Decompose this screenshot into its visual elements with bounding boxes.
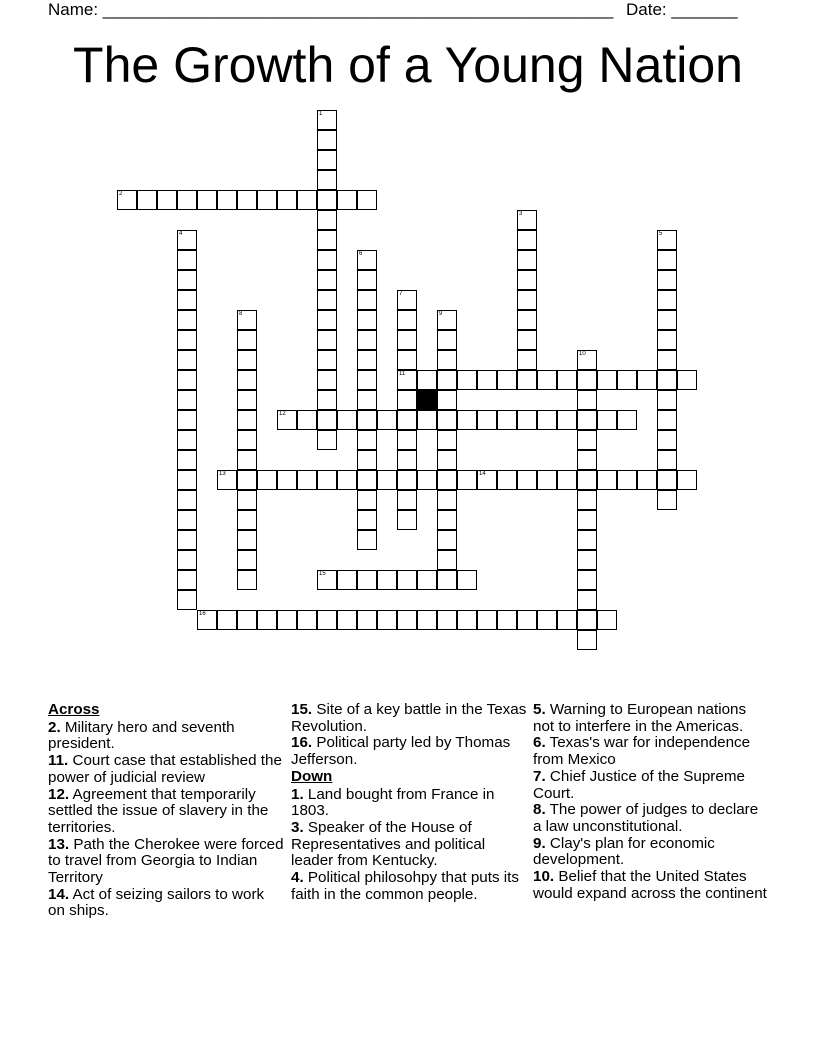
crossword-cell[interactable] (577, 590, 597, 610)
clue-column-2 (291, 702, 527, 903)
crossword-cell[interactable] (177, 590, 197, 610)
crossword-cell[interactable] (577, 470, 597, 490)
crossword-cell[interactable] (197, 610, 217, 630)
crossword-cell[interactable] (477, 370, 497, 390)
crossword-cell[interactable] (437, 490, 457, 510)
crossword-cell[interactable] (397, 570, 417, 590)
crossword-cell[interactable] (257, 470, 277, 490)
crossword-cell[interactable] (317, 130, 337, 150)
crossword-cell[interactable] (377, 470, 397, 490)
crossword-cell[interactable] (337, 190, 357, 210)
down-clue-9 (533, 836, 769, 869)
crossword-cell[interactable] (657, 390, 677, 410)
crossword-cell[interactable] (677, 470, 697, 490)
clue-text: Warning to European nations not to interfere in the Americas. (533, 701, 747, 735)
crossword-cell[interactable] (237, 510, 257, 530)
crossword-cell[interactable] (397, 450, 417, 470)
crossword-cell[interactable] (577, 390, 597, 410)
clue-number: 15. (291, 701, 313, 718)
clue-text: Clay's plan for economic development. (533, 834, 715, 869)
crossword-cell[interactable] (497, 370, 517, 390)
down-clue-10 (533, 869, 769, 902)
crossword-cell[interactable] (417, 410, 437, 430)
down-clue-3 (291, 820, 527, 870)
crossword-cell[interactable] (317, 210, 337, 230)
crossword-cell[interactable] (397, 370, 417, 390)
crossword-cell[interactable] (397, 410, 417, 430)
cell-number: 12 (279, 411, 286, 417)
crossword-cell[interactable] (477, 470, 497, 490)
crossword-cell[interactable] (237, 530, 257, 550)
across-clue-13 (48, 837, 284, 887)
crossword-cell[interactable] (657, 290, 677, 310)
crossword-cell[interactable] (277, 190, 297, 210)
crossword-cell[interactable] (337, 610, 357, 630)
crossword-cell[interactable] (357, 610, 377, 630)
crossword-cell[interactable] (317, 310, 337, 330)
crossword-cell[interactable] (537, 470, 557, 490)
cell-number: 3 (519, 211, 523, 217)
crossword-cell[interactable] (657, 450, 677, 470)
crossword-cell[interactable] (357, 370, 377, 390)
clue-text: Speaker of the House of Representatives and political leader from Kentucky. (291, 818, 486, 870)
cell-number: 2 (119, 191, 123, 197)
crossword-cell[interactable] (637, 370, 657, 390)
crossword-cell[interactable] (237, 430, 257, 450)
crossword-cell[interactable] (437, 570, 457, 590)
crossword-cell[interactable] (357, 430, 377, 450)
crossword-cell[interactable] (237, 550, 257, 570)
crossword-cell[interactable] (177, 390, 197, 410)
crossword-cell[interactable] (397, 350, 417, 370)
crossword-cell[interactable] (437, 550, 457, 570)
crossword-cell[interactable] (197, 190, 217, 210)
crossword-cell[interactable] (417, 570, 437, 590)
crossword-cell[interactable] (357, 510, 377, 530)
crossword-cell[interactable] (357, 410, 377, 430)
crossword-cell[interactable] (177, 550, 197, 570)
crossword-cell[interactable] (317, 150, 337, 170)
crossword-cell[interactable] (497, 410, 517, 430)
crossword-cell[interactable] (597, 610, 617, 630)
crossword-cell[interactable] (257, 190, 277, 210)
crossword-cell[interactable] (177, 350, 197, 370)
crossword-cell[interactable] (437, 530, 457, 550)
clue-text: The power of judges to declare a law unconstitutional. (533, 801, 759, 835)
crossword-cell[interactable] (357, 530, 377, 550)
crossword-cell[interactable] (577, 370, 597, 390)
clue-text: Land bought from France in 1803. (291, 785, 495, 820)
crossword-cell[interactable] (297, 610, 317, 630)
crossword-cell[interactable] (337, 570, 357, 590)
across-clue-2 (48, 720, 284, 753)
down-clue-5 (533, 702, 769, 735)
crossword-cell[interactable] (437, 390, 457, 410)
crossword-cell[interactable] (517, 210, 537, 230)
crossword-cell[interactable] (597, 470, 617, 490)
crossword-cell[interactable] (277, 470, 297, 490)
across-clue-11 (48, 753, 284, 786)
crossword-cell[interactable] (317, 610, 337, 630)
crossword-cell[interactable] (317, 170, 337, 190)
crossword-cell[interactable] (317, 470, 337, 490)
crossword-cell[interactable] (517, 310, 537, 330)
crossword-cell[interactable] (537, 610, 557, 630)
crossword-cell[interactable] (557, 610, 577, 630)
crossword-cell[interactable] (417, 610, 437, 630)
across-clue-15 (291, 702, 527, 735)
crossword-cell[interactable] (317, 390, 337, 410)
crossword-cell[interactable] (477, 610, 497, 630)
crossword-cell[interactable] (177, 190, 197, 210)
cell-number: 11 (399, 371, 406, 377)
crossword-cell[interactable] (357, 350, 377, 370)
crossword-cell[interactable] (517, 470, 537, 490)
crossword-cell[interactable] (657, 250, 677, 270)
crossword-cell[interactable] (397, 470, 417, 490)
crossword-cell[interactable] (237, 450, 257, 470)
crossword-cell[interactable] (497, 470, 517, 490)
cell-number: 16 (199, 611, 206, 617)
crossword-cell[interactable] (577, 430, 597, 450)
crossword-cell[interactable] (357, 470, 377, 490)
crossword-cell[interactable] (517, 410, 537, 430)
crossword-cell[interactable] (177, 270, 197, 290)
crossword-cell[interactable] (397, 290, 417, 310)
crossword-cell[interactable] (657, 310, 677, 330)
down-clue-7 (533, 769, 769, 802)
crossword-cell[interactable] (317, 190, 337, 210)
clue-number: 13. (48, 835, 70, 853)
crossword-cell[interactable] (657, 270, 677, 290)
crossword-cell[interactable] (577, 410, 597, 430)
crossword-cell[interactable] (657, 370, 677, 390)
crossword-cell[interactable] (457, 370, 477, 390)
crossword-cell[interactable] (217, 610, 237, 630)
crossword-cell[interactable] (397, 510, 417, 530)
clue-text: Site of a key battle in the Texas Revolution. (291, 701, 527, 735)
crossword-cell[interactable] (457, 410, 477, 430)
clue-text: Agreement that temporarily settled the issue of slavery in the territories. (48, 785, 269, 836)
crossword-cell[interactable] (317, 290, 337, 310)
crossword-cell[interactable] (537, 410, 557, 430)
crossword-cell[interactable] (657, 350, 677, 370)
crossword-cell[interactable] (437, 430, 457, 450)
crossword-cell[interactable] (337, 410, 357, 430)
clue-text: Belief that the United States would expand across the continent (533, 868, 767, 902)
cell-number: 1 (319, 111, 323, 117)
across-clue-12 (48, 787, 284, 837)
crossword-cell[interactable] (577, 550, 597, 570)
crossword-cell[interactable] (237, 410, 257, 430)
crossword-cell[interactable] (417, 370, 437, 390)
clue-text: Political party led by Thomas Jefferson. (291, 734, 511, 769)
crossword-cell[interactable] (577, 570, 597, 590)
crossword-cell[interactable] (377, 610, 397, 630)
down-clue-6 (533, 735, 769, 768)
down-clue-8 (533, 802, 769, 835)
crossword-cell[interactable] (237, 310, 257, 330)
crossword-cell[interactable] (517, 610, 537, 630)
crossword-cell[interactable] (317, 330, 337, 350)
crossword-cell[interactable] (297, 470, 317, 490)
crossword-cell[interactable] (177, 430, 197, 450)
cell-number: 13 (219, 471, 226, 477)
crossword-cell[interactable] (237, 570, 257, 590)
crossword-cell[interactable] (317, 430, 337, 450)
down-clue-4 (291, 870, 527, 903)
crossword-cell[interactable] (517, 330, 537, 350)
crossword-cell[interactable] (517, 290, 537, 310)
crossword-cell[interactable] (337, 470, 357, 490)
clue-text: Military hero and seventh president. (48, 718, 235, 753)
crossword-cell[interactable] (437, 450, 457, 470)
crossword-cell[interactable] (577, 530, 597, 550)
crossword-cell[interactable] (457, 470, 477, 490)
down-clue-1 (291, 787, 527, 820)
crossword-cell[interactable] (177, 290, 197, 310)
crossword-cell[interactable] (597, 370, 617, 390)
crossword-cell[interactable] (297, 410, 317, 430)
crossword-cell[interactable] (397, 610, 417, 630)
crossword-cell[interactable] (617, 410, 637, 430)
crossword-cell[interactable] (357, 310, 377, 330)
crossword-cell[interactable] (437, 510, 457, 530)
crossword-cell[interactable] (177, 470, 197, 490)
crossword-cell[interactable] (177, 410, 197, 430)
name-field[interactable]: Name: ______________________________________________________ (48, 0, 614, 19)
crossword-cell[interactable] (357, 570, 377, 590)
crossword-cell[interactable] (317, 370, 337, 390)
crossword-cell[interactable] (417, 470, 437, 490)
crossword-cell[interactable] (357, 190, 377, 210)
crossword-cell[interactable] (597, 410, 617, 430)
crossword-cell[interactable] (437, 330, 457, 350)
crossword-cell[interactable] (657, 490, 677, 510)
cell-number: 10 (579, 351, 586, 357)
page-title: The Growth of a Young Nation (73, 37, 743, 93)
crossword-cell[interactable] (437, 410, 457, 430)
crossword-cell[interactable] (437, 310, 457, 330)
clue-text: Court case that established the power of judicial review (48, 752, 282, 786)
crossword-cell[interactable] (177, 250, 197, 270)
crossword-cell[interactable] (357, 330, 377, 350)
crossword-cell[interactable] (177, 450, 197, 470)
clue-number: 7. (533, 767, 546, 785)
clue-number: 5. (533, 701, 546, 718)
crossword-cell[interactable] (357, 450, 377, 470)
crossword-cell[interactable] (657, 470, 677, 490)
crossword-cell[interactable] (577, 350, 597, 370)
crossword-cell[interactable] (557, 470, 577, 490)
crossword-cell[interactable] (397, 390, 417, 410)
crossword-cell[interactable] (177, 490, 197, 510)
crossword-cell[interactable] (237, 490, 257, 510)
cell-number: 6 (359, 251, 363, 257)
crossword-cell[interactable] (457, 610, 477, 630)
cell-number: 14 (479, 471, 486, 477)
crossword-cell[interactable] (637, 470, 657, 490)
crossword-cell[interactable] (237, 190, 257, 210)
crossword-cell[interactable] (377, 570, 397, 590)
crossword-cell[interactable] (357, 490, 377, 510)
cell-number: 9 (439, 311, 443, 317)
crossword-cell[interactable] (577, 610, 597, 630)
crossword-cell[interactable] (317, 230, 337, 250)
crossword-cell[interactable] (397, 310, 417, 330)
clue-number: 14. (48, 885, 70, 903)
crossword-cell[interactable] (177, 310, 197, 330)
cell-number: 8 (239, 311, 243, 317)
crossword-cell[interactable] (497, 610, 517, 630)
crossword-cell[interactable] (317, 410, 337, 430)
crossword-cell[interactable] (177, 510, 197, 530)
crossword-cell[interactable] (357, 290, 377, 310)
clue-column-1 (48, 702, 284, 920)
crossword-cell[interactable] (357, 250, 377, 270)
clue-number: 8. (533, 801, 546, 819)
clue-number: 2. (48, 718, 61, 736)
crossword-cell[interactable] (537, 370, 557, 390)
clue-text: Act of seizing sailors to work on ships. (48, 885, 265, 920)
crossword-cell[interactable] (517, 230, 537, 250)
crossword-cell[interactable] (317, 270, 337, 290)
across-clue-16 (291, 735, 527, 768)
crossword-cell[interactable] (557, 410, 577, 430)
clue-number: 1. (291, 785, 304, 803)
crossword-cell[interactable] (237, 370, 257, 390)
crossword-cell[interactable] (177, 570, 197, 590)
crossword-cell[interactable] (437, 350, 457, 370)
crossword-cell[interactable] (357, 390, 377, 410)
crossword-cell[interactable] (177, 330, 197, 350)
clue-number: 3. (291, 818, 304, 836)
crossword-cell[interactable] (577, 630, 597, 650)
clue-column-3 (533, 702, 769, 902)
clue-number: 6. (533, 734, 546, 752)
crossword-cell[interactable] (577, 490, 597, 510)
crossword-cell[interactable] (317, 570, 337, 590)
crossword-cell[interactable] (237, 610, 257, 630)
clue-number: 10. (533, 868, 555, 886)
crossword-cell[interactable] (517, 270, 537, 290)
crossword-cell[interactable] (137, 190, 157, 210)
crossword-cell[interactable] (237, 390, 257, 410)
crossword-cell[interactable] (517, 370, 537, 390)
crossword-cell[interactable] (177, 370, 197, 390)
crossword-cell[interactable] (317, 350, 337, 370)
across-clue-14 (48, 887, 284, 920)
crossword-cell[interactable] (397, 330, 417, 350)
black-cell (417, 390, 437, 410)
crossword-cell[interactable] (477, 410, 497, 430)
crossword-cell[interactable] (557, 370, 577, 390)
date-field[interactable]: Date: _______ (626, 0, 738, 19)
clue-number: 4. (291, 869, 304, 887)
cell-number: 4 (179, 231, 183, 237)
crossword-cell[interactable] (397, 430, 417, 450)
crossword-cell[interactable] (657, 230, 677, 250)
clue-text: Texas's war for independence from Mexico (533, 734, 751, 769)
crossword-cell[interactable] (437, 610, 457, 630)
crossword-cell[interactable] (577, 450, 597, 470)
crossword-cell[interactable] (297, 190, 317, 210)
crossword-cell[interactable] (217, 190, 237, 210)
crossword-cell[interactable] (237, 350, 257, 370)
crossword-cell[interactable] (237, 470, 257, 490)
crossword-cell[interactable] (117, 190, 137, 210)
crossword-cell[interactable] (317, 250, 337, 270)
crossword-cell[interactable] (237, 330, 257, 350)
down-heading: Down (291, 767, 333, 785)
cell-number: 7 (399, 291, 403, 297)
crossword-cell[interactable] (277, 610, 297, 630)
crossword-cell[interactable] (657, 430, 677, 450)
crossword-cell[interactable] (617, 370, 637, 390)
clue-number: 11. (48, 752, 69, 770)
crossword-cell[interactable] (357, 270, 377, 290)
crossword-cell[interactable] (397, 490, 417, 510)
clue-number: 9. (533, 834, 546, 852)
crossword-cell[interactable] (257, 610, 277, 630)
crossword-cell[interactable] (677, 370, 697, 390)
crossword-cell[interactable] (437, 470, 457, 490)
cell-number: 15 (319, 571, 326, 577)
crossword-cell[interactable] (317, 110, 337, 130)
crossword-cell[interactable] (657, 410, 677, 430)
crossword-cell[interactable] (657, 330, 677, 350)
crossword-cell[interactable] (437, 370, 457, 390)
crossword-cell[interactable] (177, 230, 197, 250)
crossword-cell[interactable] (277, 410, 297, 430)
crossword-cell[interactable] (217, 470, 237, 490)
clue-number: 16. (291, 734, 313, 752)
crossword-cell[interactable] (457, 570, 477, 590)
crossword-cell[interactable] (177, 530, 197, 550)
across-heading: Across (48, 701, 100, 718)
cell-number: 5 (659, 231, 663, 237)
crossword-cell[interactable] (517, 250, 537, 270)
clue-text: Path the Cherokee were forced to travel from Georgia to Indian Territory (48, 835, 284, 887)
crossword-cell[interactable] (577, 510, 597, 530)
clue-text: Political philosohpy that puts its faith in the common people. (291, 869, 519, 903)
crossword-cell[interactable] (517, 350, 537, 370)
crossword-cell[interactable] (157, 190, 177, 210)
clue-number: 12. (48, 785, 70, 803)
crossword-cell[interactable] (377, 410, 397, 430)
crossword-cell[interactable] (617, 470, 637, 490)
clue-text: Chief Justice of the Supreme Court. (533, 767, 745, 802)
